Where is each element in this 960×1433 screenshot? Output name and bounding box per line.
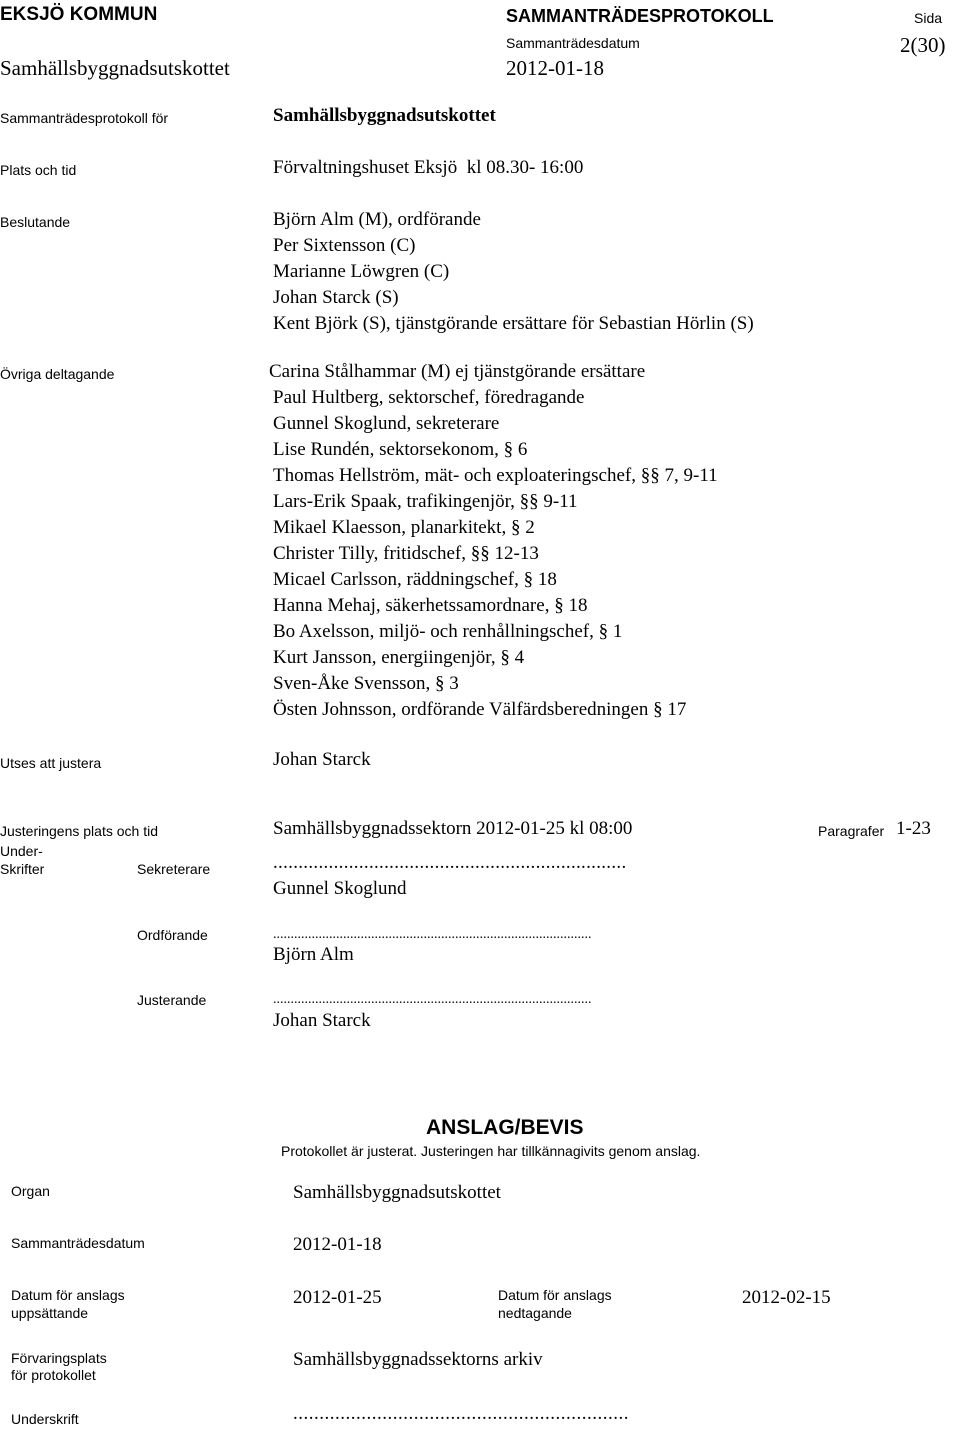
posted-date-value: 2012-01-25 — [293, 1287, 382, 1308]
removed-date-label-line1: Datum för anslags — [498, 1287, 612, 1303]
organ-value: Samhällsbyggnadsutskottet — [293, 1182, 501, 1203]
participant: Sven-Åke Svensson, § 3 — [273, 673, 459, 694]
participant: Kurt Jansson, energiingenjör, § 4 — [273, 647, 525, 668]
paragraphs-value: 1-23 — [896, 818, 931, 839]
others-label: Övriga deltagande — [0, 366, 115, 382]
participant: Gunnel Skoglund, sekreterare — [273, 413, 500, 434]
deciding-member: Marianne Löwgren (C) — [273, 261, 450, 282]
participant: Thomas Hellström, mät- och exploateringschef, §§ 7, 9-11 — [273, 465, 718, 486]
storage-label-line2: för protokollet — [11, 1367, 96, 1383]
participant: Paul Hultberg, sektorschef, föredragande — [273, 387, 585, 408]
signature-name: Johan Starck — [273, 1010, 371, 1031]
organization-name: EKSJÖ KOMMUN — [0, 4, 158, 25]
anslag-title: ANSLAG/BEVIS — [426, 1116, 584, 1139]
deciding-member: Kent Björk (S), tjänstgörande ersättare för Sebastian Hörlin (S) — [273, 313, 754, 334]
place-time-value: Förvaltningshuset Eksjö kl 08.30- 16:00 — [273, 157, 584, 178]
adjustment-place-time-value: Samhällsbyggnadssektorn 2012-01-25 kl 08:00 — [273, 818, 633, 839]
storage-label-line1: Förvaringsplats — [11, 1350, 107, 1366]
participant: Bo Axelsson, miljö- och renhållningschef, § 1 — [273, 621, 623, 642]
signatures-label-line1: Under- — [0, 843, 43, 859]
participant: Carina Stålhammar (M) ej tjänstgörande ersättare — [269, 361, 646, 382]
signature-name: Gunnel Skoglund — [273, 878, 407, 899]
deciding-member: Björn Alm (M), ordförande — [273, 209, 481, 230]
participant: Micael Carlsson, räddningschef, § 18 — [273, 569, 557, 590]
meeting-date-label: Sammanträdesdatum — [11, 1235, 145, 1251]
adjuster-label: Utses att justera — [0, 755, 102, 771]
participant: Hanna Mehaj, säkerhetssamordnare, § 18 — [273, 595, 588, 616]
paragraphs-label: Paragrafer — [818, 823, 885, 839]
signature-role: Justerande — [137, 992, 207, 1008]
removed-date-label-line2: nedtagande — [498, 1305, 572, 1321]
storage-value: Samhällsbyggnadssektorns arkiv — [293, 1349, 543, 1370]
page-number: 2(30) — [900, 33, 946, 57]
committee-name: Samhällsbyggnadsutskottet — [0, 56, 230, 80]
participant: Lars-Erik Spaak, trafikingenjör, §§ 9-11 — [273, 491, 578, 512]
date-label: Sammanträdesdatum — [506, 35, 640, 51]
protocol-for-value: Samhällsbyggnadsutskottet — [273, 105, 496, 126]
removed-date-value: 2012-02-15 — [742, 1287, 831, 1308]
signature-line: ...................................................................... — [273, 852, 627, 873]
signatures-label-line2: Skrifter — [0, 861, 45, 877]
date-value: 2012-01-18 — [506, 56, 604, 80]
anslag-subtitle: Protokollet är justerat. Justeringen har tillkännagivits genom anslag. — [281, 1143, 701, 1159]
signature-line: ................................................................ — [293, 1403, 629, 1424]
participant: Christer Tilly, fritidschef, §§ 12-13 — [273, 543, 539, 564]
page-label: Sida — [914, 10, 943, 26]
participant: Mikael Klaesson, planarkitekt, § 2 — [273, 517, 535, 538]
participant: Lise Rundén, sektorsekonom, § 6 — [273, 439, 528, 460]
organ-label: Organ — [11, 1183, 50, 1199]
participant: Östen Johnsson, ordförande Välfärdsberedningen § 17 — [273, 699, 687, 720]
place-time-label: Plats och tid — [0, 162, 77, 178]
posted-date-label-line1: Datum för anslags — [11, 1287, 125, 1303]
document-type: SAMMANTRÄDESPROTOKOLL — [506, 6, 774, 26]
signature-role: Ordförande — [137, 927, 208, 943]
adjustment-place-time-label: Justeringens plats och tid — [0, 823, 158, 839]
signature-role: Sekreterare — [137, 861, 211, 877]
protocol-for-label: Sammanträdesprotokoll för — [0, 110, 169, 126]
signature-line: ........................................................................................... — [273, 992, 592, 1007]
signature-line: ........................................................................................... — [273, 927, 592, 942]
deciding-member: Johan Starck (S) — [273, 287, 399, 308]
signature-name: Björn Alm — [273, 944, 354, 965]
meeting-date-value: 2012-01-18 — [293, 1234, 382, 1255]
signature-label: Underskrift — [11, 1411, 79, 1427]
posted-date-label-line2: uppsättande — [11, 1305, 89, 1321]
adjuster-value: Johan Starck — [273, 749, 371, 770]
deciding-member: Per Sixtensson (C) — [273, 235, 416, 256]
deciding-label: Beslutande — [0, 214, 71, 230]
